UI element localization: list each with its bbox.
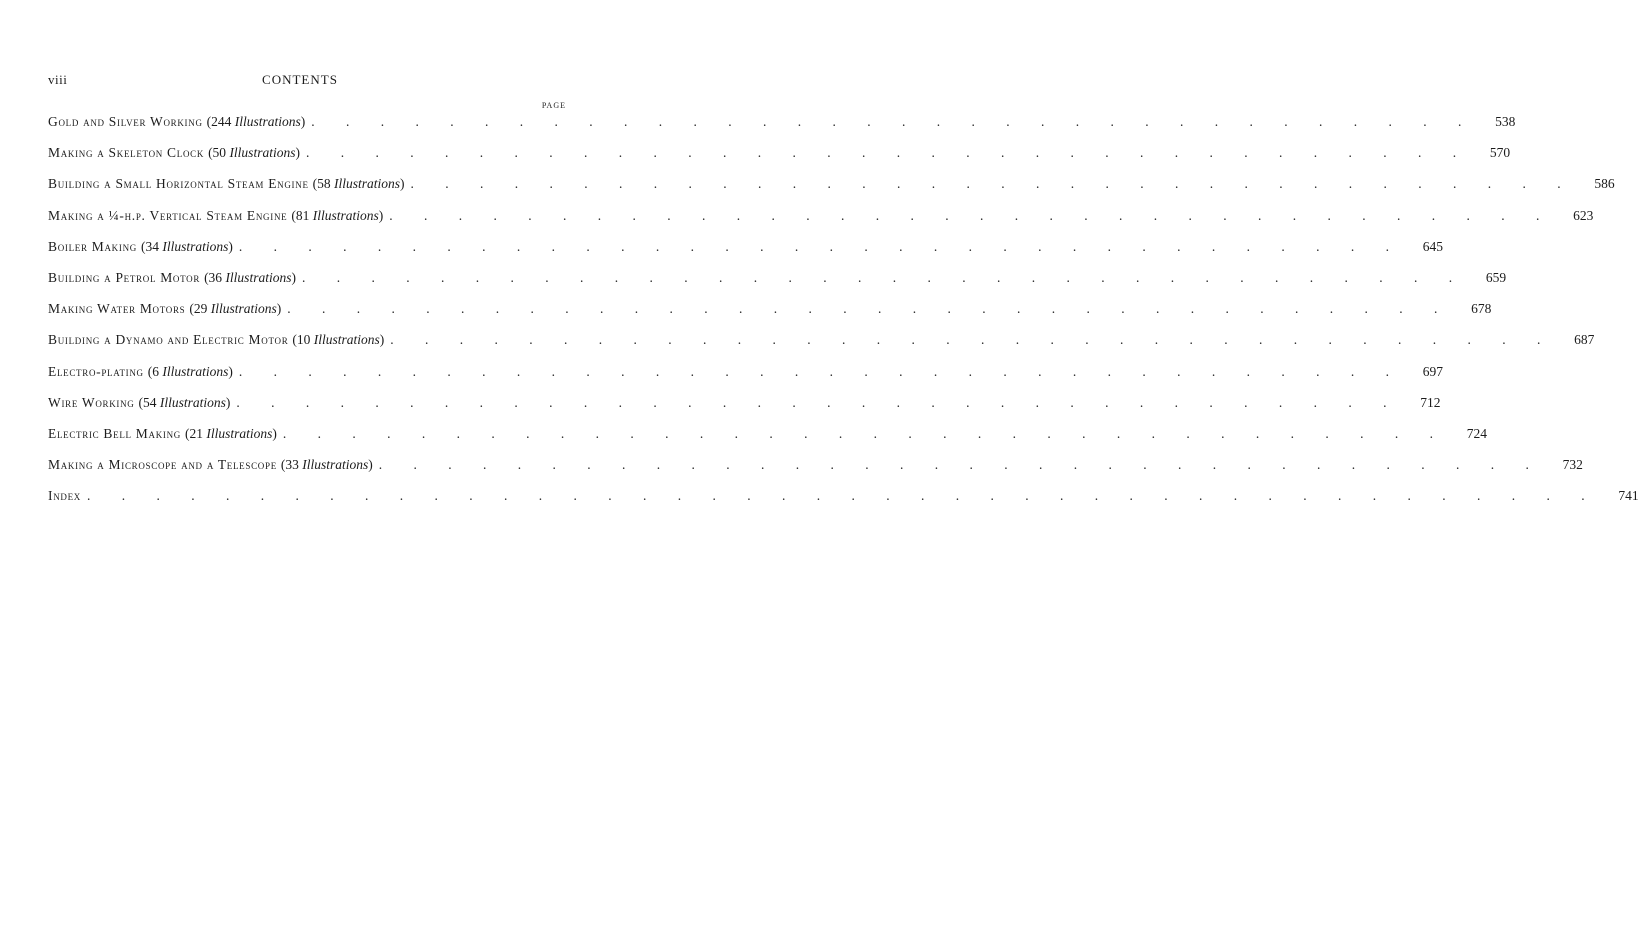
entry-title: Boiler Making [48,238,137,254]
entry-title: Making Water Motors [48,301,186,317]
dot-leader: . . . . . . . . . . . . . . . . . . . . . . . . . . . . . . . . . . [238,363,1404,379]
toc-entry [48,332,1595,363]
entry-page: 586 [1594,176,1615,192]
entry-title: Making a Skeleton Clock [48,145,205,161]
entry-page: 678 [1471,301,1492,317]
toc-entry-index [48,488,1639,519]
toc-entry [48,207,1594,239]
toc-entry [48,394,1441,426]
dot-leader: . . . . . . . . . . . . . . . . . . . . . . . . . . . . . . . . . . [287,301,1452,317]
dot-leader: . . . . . . . . . . . . . . . . . . . . . . . . . . . . . . . . . . [378,457,1543,473]
running-head: CONTENTS [262,72,338,87]
entry-title: Building a Small Horizontal Steam Engine [48,176,309,192]
illustration-count: (50 Illustrations) [208,145,300,161]
illustration-count: (21 Illustrations) [185,425,277,441]
entry-page: 712 [1420,394,1441,410]
entry-page: 659 [1485,269,1507,285]
entry-page: 687 [1574,332,1595,348]
entry-page: 697 [1422,363,1444,379]
page-column-label: PAGE [541,101,566,110]
illustration-count: (33 Illustrations) [280,457,373,473]
entry-page: 570 [1489,145,1511,161]
toc-entry [48,269,1507,301]
toc-entry [48,145,1511,176]
illustration-count: (29 Illustrations) [189,301,282,317]
dot-leader: . . . . . . . . . . . . . . . . . . . . . . . . . . . . . . . . . . [236,394,1401,410]
dot-leader: . . . . . . . . . . . . . . . . . . . . . . . . . . . . . . . . . . [390,332,1555,348]
entry-page: 538 [1495,114,1516,129]
entry-page: 732 [1562,457,1583,473]
toc-entry [48,176,1615,207]
entry-title: Gold and Silver Working [48,114,203,129]
dot-leader: . . . . . . . . . . . . . . . . . . . . . . . . . . . . . . . . . . [282,425,1448,441]
dot-leader: . . . . . . . . . . . . . . . . . . . . . . . . . . . . . . . . . . [301,269,1467,285]
entry-page: 645 [1422,238,1443,254]
dot-leader: . . . . . . . . . . . . . . . . . . . . . . . . . . . . . . . . . . [410,176,1575,192]
entry-title: Building a Dynamo and Electric Motor [48,332,289,348]
entry-title: Building a Petrol Motor [48,269,201,285]
dot-leader: . . . . . . . . . . . . . . . . . . . . . . . . . . . . . . . . . . [311,114,1476,129]
illustration-count: (54 Illustrations) [138,394,231,410]
entry-page: 741 [1618,488,1639,504]
dot-leader: . . . . . . . . . . . . . . . . . . . . . . . . . . . . . . . . . . [305,145,1471,161]
dot-leader: . . . . . . . . . . . . . . . . . . . . . . . . . . . . . . . . . . . . . . . . . . . . [87,488,1599,504]
entry-title: Index [48,488,81,504]
entry-page: 623 [1573,207,1594,223]
table-of-contents [48,114,1639,519]
page-number: viii [48,72,68,87]
entry-page: 724 [1466,425,1488,441]
illustration-count: (6 Illustrations) [147,363,233,379]
entry-title: Wire Working [48,394,135,410]
dot-leader: . . . . . . . . . . . . . . . . . . . . . . . . . . . . . . . . . . [389,207,1554,223]
entry-title: Electric Bell Making [48,425,181,441]
entry-title: Making a ¼-h.p. Vertical Steam Engine [48,207,288,223]
illustration-count: (58 Illustrations) [312,176,405,192]
entry-title: Electro-plating [48,363,144,379]
illustration-count: (10 Illustrations) [292,332,385,348]
toc-entry [48,238,1443,270]
toc-entry [48,425,1488,457]
dot-leader: . . . . . . . . . . . . . . . . . . . . . . . . . . . . . . . . . . [238,238,1403,254]
illustration-count: (36 Illustrations) [204,269,296,285]
toc-entry [48,301,1492,332]
illustration-count: (34 Illustrations) [140,238,233,254]
toc-entry [48,363,1444,395]
entry-title: Making a Microscope and a Telescope [48,457,277,473]
toc-entry [48,457,1583,488]
illustration-count: (244 Illustrations) [206,114,306,129]
illustration-count: (81 Illustrations) [291,207,384,223]
toc-entry [48,114,1516,145]
